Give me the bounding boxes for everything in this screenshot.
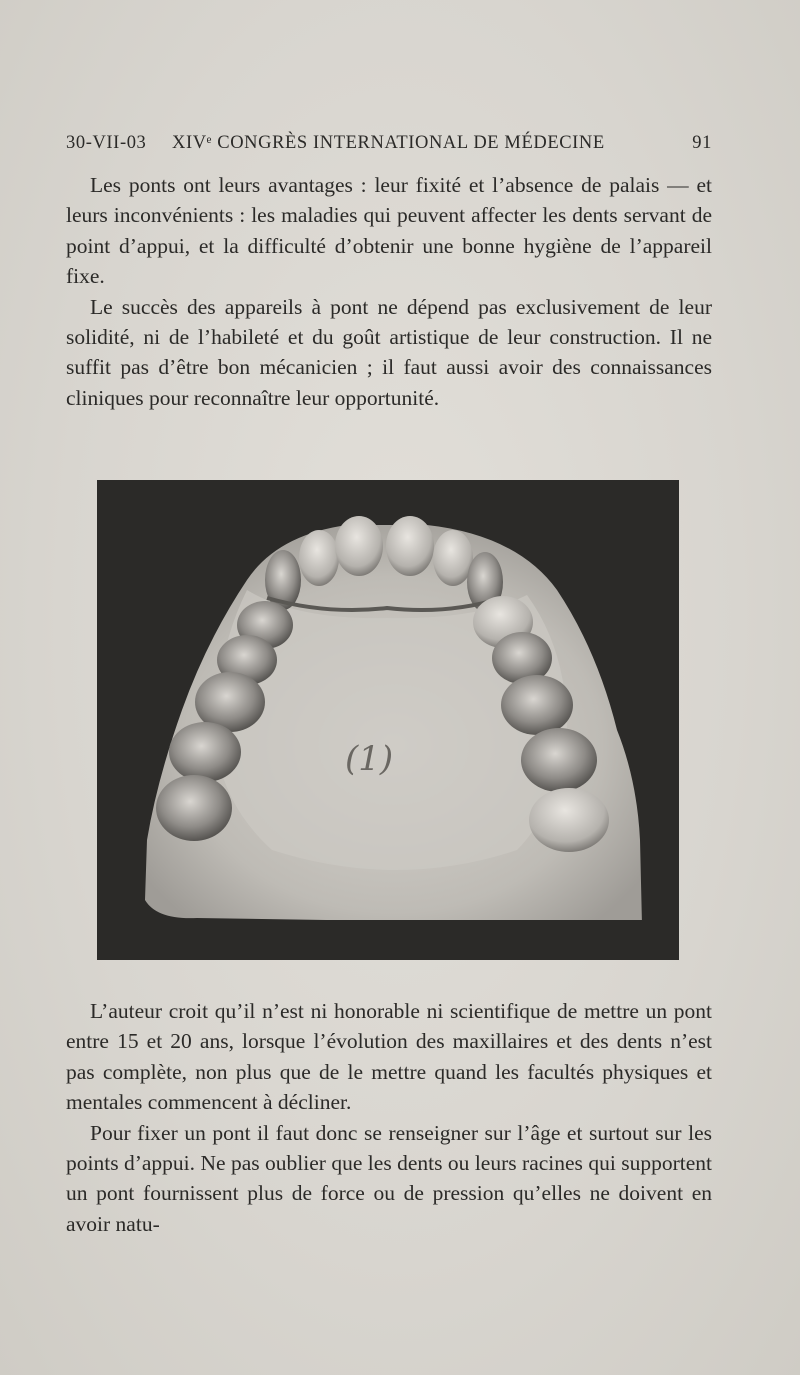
tooth — [529, 788, 609, 852]
dental-cast-photograph — [97, 480, 679, 960]
text-block-bottom — [66, 996, 712, 1239]
page-number: 91 — [692, 133, 712, 153]
tooth — [386, 516, 434, 576]
paragraph-author-opinion: L’auteur croit qu’il n’est ni honorable ni scientifique de mettre un pont entre 15 et 20 ans, lorsque l’évolution des maxillaires et des dents n’est pas complète, non plus que de le mettre quand les facultés physiques et mentales commencent à décliner. — [66, 999, 712, 1115]
figure-label: (1) — [345, 739, 394, 779]
header-congress-title: XIVᵉ CONGRÈS INTERNATIONAL DE MÉDECINE — [172, 133, 605, 153]
tooth — [156, 775, 232, 841]
text-block-top — [66, 170, 712, 413]
tooth — [433, 530, 473, 586]
header-date: 30-VII-03 — [66, 133, 147, 153]
tooth — [501, 675, 573, 735]
tooth — [299, 530, 339, 586]
running-header — [66, 133, 712, 161]
tooth — [335, 516, 383, 576]
tooth — [169, 722, 241, 782]
paragraph-success: Le succès des appareils à pont ne dépend pas exclusivement de leur solidité, ni de l’habileté et du goût artistique de leur construction. Il ne suffit pas d’être bon mécanicien ; il faut aussi avoir des connaissances cliniques pour reconnaître leur opportunité. — [66, 294, 712, 410]
photo-bottom-edge — [97, 920, 679, 960]
tooth — [521, 728, 597, 792]
paragraph-bridge-fixing: Pour fixer un pont il faut donc se renseigner sur l’âge et surtout sur les points d’appui. Ne pas oublier que les dents ou leurs racines qui supportent un pont fournissent plus de force ou de pression qu’elles ne doivent en avoir natu- — [66, 1120, 712, 1236]
dental-cast-image — [97, 480, 679, 960]
paragraph-advantages: Les ponts ont leurs avantages : leur fixité et l’absence de palais — et leurs inconvénients : les maladies qui peuvent affecter les dents servant de point d’appui, et la difficulté d’obtenir une bonne hygiène de l’appareil fixe. — [66, 173, 712, 289]
